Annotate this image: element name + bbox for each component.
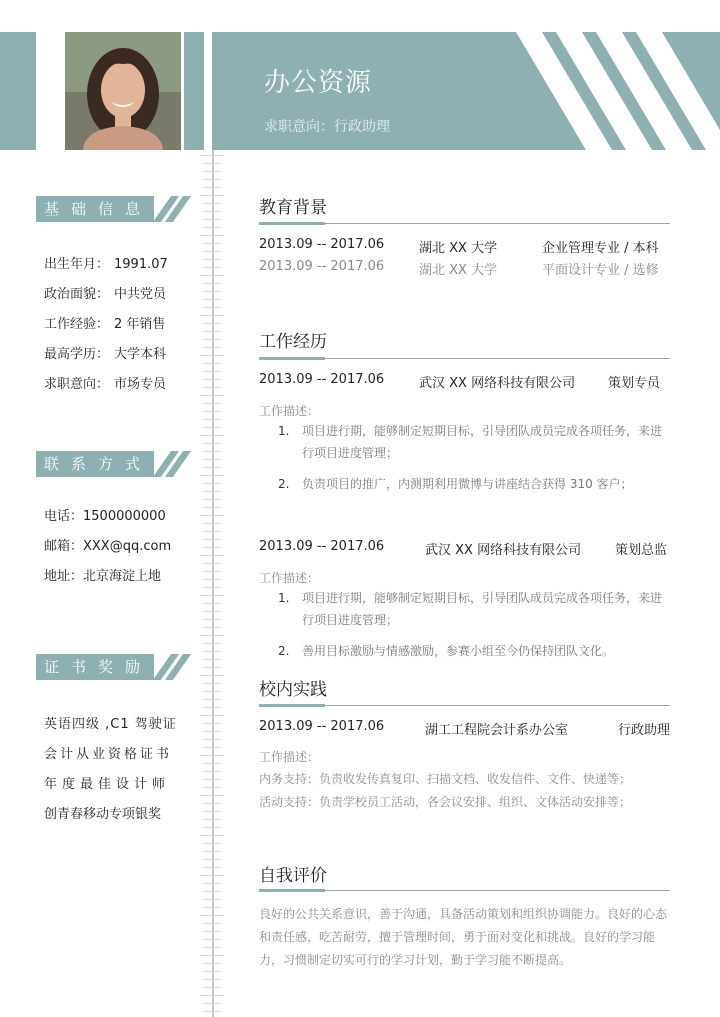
timeline-tick <box>200 475 224 476</box>
basic-intent: 求职意向： 市场专员 <box>44 377 167 392</box>
timeline-tick <box>200 995 224 996</box>
timeline-tick <box>203 803 221 804</box>
timeline-tick <box>203 267 221 268</box>
timeline-tick <box>203 371 221 372</box>
timeline-tick <box>203 899 221 900</box>
job-intent: 求职意向：行政助理 <box>264 119 390 135</box>
timeline-tick <box>203 283 221 284</box>
timeline-tick <box>203 419 221 420</box>
campus-line: 活动支持：负责学校员工活动，各会议安排、组织、文体活动安排等； <box>259 795 632 809</box>
basic-education: 最高学历： 大学本科 <box>44 347 167 362</box>
timeline-tick <box>203 219 221 220</box>
timeline-tick <box>203 339 221 340</box>
timeline-tick <box>203 651 221 652</box>
timeline-tick <box>203 211 221 212</box>
timeline-tick <box>203 979 221 980</box>
timeline-tick <box>203 547 221 548</box>
timeline-tick <box>203 443 221 444</box>
timeline-tick <box>203 403 221 404</box>
section-self-title: 自我评价 <box>259 866 327 886</box>
section-awards-header <box>36 654 176 680</box>
timeline-tick <box>203 587 221 588</box>
timeline-tick <box>203 179 221 180</box>
award-item: 年度最佳设计师 <box>44 777 171 792</box>
timeline-tick <box>203 451 221 452</box>
timeline-tick <box>203 227 221 228</box>
timeline-tick <box>203 771 221 772</box>
timeline-tick <box>203 579 221 580</box>
timeline-tick <box>203 387 221 388</box>
section-accent <box>259 222 325 225</box>
timeline-tick <box>203 843 221 844</box>
timeline-tick <box>203 907 221 908</box>
timeline-tick <box>203 563 221 564</box>
timeline-tick <box>203 971 221 972</box>
timeline-tick <box>203 619 221 620</box>
timeline-tick <box>203 627 221 628</box>
timeline-tick <box>203 571 221 572</box>
timeline-tick <box>203 851 221 852</box>
timeline-tick <box>200 395 224 396</box>
timeline-tick <box>203 243 221 244</box>
header-mid-block <box>184 32 204 150</box>
section-accent <box>259 704 325 707</box>
timeline-tick <box>200 275 224 276</box>
timeline-tick <box>203 347 221 348</box>
timeline-tick <box>203 467 221 468</box>
timeline-tick <box>203 187 221 188</box>
timeline-tick <box>200 715 224 716</box>
timeline-tick <box>203 603 221 604</box>
self-evaluation: 良好的公共关系意识，善于沟通，具备活动策划和组织协调能力。良好的心态和责任感，吃苦耐劳，擅于管理时间，勇于面对变化和挑战。良好的学习能力，习惯制定切实可行的学习计划，勤于学习能不断提高。 <box>259 907 668 967</box>
timeline-tick <box>203 259 221 260</box>
timeline-tick <box>203 659 221 660</box>
timeline-tick <box>203 163 221 164</box>
timeline-tick <box>200 835 224 836</box>
timeline-tick <box>203 819 221 820</box>
timeline-tick <box>203 499 221 500</box>
section-contact-title: 联系方式 <box>36 451 154 477</box>
timeline-tick <box>203 931 221 932</box>
timeline-tick <box>203 683 221 684</box>
timeline-tick <box>203 611 221 612</box>
timeline-tick <box>200 955 224 956</box>
timeline-tick <box>203 299 221 300</box>
award-item: 创青春移动专项银奖 <box>44 807 162 822</box>
timeline-tick <box>203 483 221 484</box>
timeline-tick <box>200 675 224 676</box>
timeline-tick <box>200 315 224 316</box>
timeline-tick <box>203 427 221 428</box>
award-item: 英语四级 ,C1 驾驶证 <box>44 717 177 732</box>
timeline-tick <box>203 963 221 964</box>
section-education-title: 教育背景 <box>259 198 327 218</box>
candidate-name: 办公资源 <box>264 68 373 98</box>
timeline-tick <box>203 731 221 732</box>
timeline-tick <box>200 915 224 916</box>
timeline-tick <box>203 523 221 524</box>
timeline-tick <box>203 699 221 700</box>
timeline-tick <box>203 539 221 540</box>
timeline-tick <box>200 155 224 156</box>
timeline-tick <box>200 875 224 876</box>
header-left-block <box>0 32 36 150</box>
timeline-tick <box>203 827 221 828</box>
timeline-tick <box>203 707 221 708</box>
section-campus-title: 校内实践 <box>259 680 327 700</box>
timeline-tick <box>203 307 221 308</box>
timeline-tick <box>203 739 221 740</box>
timeline-tick <box>203 747 221 748</box>
timeline-tick <box>200 435 224 436</box>
timeline-tick <box>203 411 221 412</box>
contact-phone: 电话：1500000000 <box>44 509 166 524</box>
timeline-tick <box>203 987 221 988</box>
timeline-tick <box>203 923 221 924</box>
timeline-tick <box>203 171 221 172</box>
contact-email: 邮箱：XXX@qq.com <box>44 539 172 554</box>
timeline-tick <box>200 555 224 556</box>
timeline-tick <box>203 1011 221 1012</box>
timeline-tick <box>203 859 221 860</box>
section-accent <box>259 889 325 892</box>
timeline-tick <box>200 755 224 756</box>
timeline-tick <box>203 323 221 324</box>
job-desc-label: 工作描述： <box>259 571 320 585</box>
timeline-tick <box>203 459 221 460</box>
timeline-tick <box>203 507 221 508</box>
timeline-tick <box>203 867 221 868</box>
award-item: 会计从业资格证书 <box>44 747 173 762</box>
job-desc-label: 工作描述： <box>259 404 320 418</box>
timeline-tick <box>203 251 221 252</box>
section-work-title: 工作经历 <box>259 332 327 352</box>
campus-line: 内务支持：负责收发传真复印、扫描文档、收发信件、文件、快递等； <box>259 772 632 786</box>
campus-desc-label: 工作描述： <box>259 750 320 764</box>
contact-address: 地址：北京海淀上地 <box>44 569 162 584</box>
timeline-tick <box>203 291 221 292</box>
timeline-tick <box>203 331 221 332</box>
section-awards-title: 证书奖励 <box>36 654 154 680</box>
section-basic-header <box>36 196 176 222</box>
timeline-tick <box>203 811 221 812</box>
basic-experience: 工作经验： 2 年销售 <box>44 317 166 332</box>
timeline-tick <box>203 379 221 380</box>
timeline-tick <box>203 891 221 892</box>
timeline-tick <box>200 595 224 596</box>
basic-politics: 政治面貌： 中共党员 <box>44 287 167 302</box>
timeline-tick <box>200 235 224 236</box>
section-basic-title: 基础信息 <box>36 196 154 222</box>
timeline-tick <box>203 667 221 668</box>
timeline-tick <box>200 795 224 796</box>
basic-birth: 出生年月： 1991.07 <box>44 257 168 272</box>
timeline-tick <box>203 203 221 204</box>
timeline-tick <box>203 723 221 724</box>
timeline-tick <box>200 515 224 516</box>
timeline-tick <box>200 635 224 636</box>
section-accent <box>259 357 325 360</box>
section-contact-header <box>36 451 176 477</box>
timeline-tick <box>203 947 221 948</box>
timeline-rule <box>212 150 214 1017</box>
timeline-tick <box>203 779 221 780</box>
timeline-tick <box>203 531 221 532</box>
timeline-tick <box>203 643 221 644</box>
timeline-tick <box>203 939 221 940</box>
profile-photo <box>65 32 181 150</box>
timeline-tick <box>203 763 221 764</box>
timeline-tick <box>203 787 221 788</box>
timeline-tick <box>203 1003 221 1004</box>
timeline-tick <box>203 363 221 364</box>
timeline-tick <box>200 355 224 356</box>
timeline-tick <box>203 491 221 492</box>
timeline-tick <box>203 691 221 692</box>
timeline-tick <box>200 195 224 196</box>
timeline-tick <box>203 883 221 884</box>
